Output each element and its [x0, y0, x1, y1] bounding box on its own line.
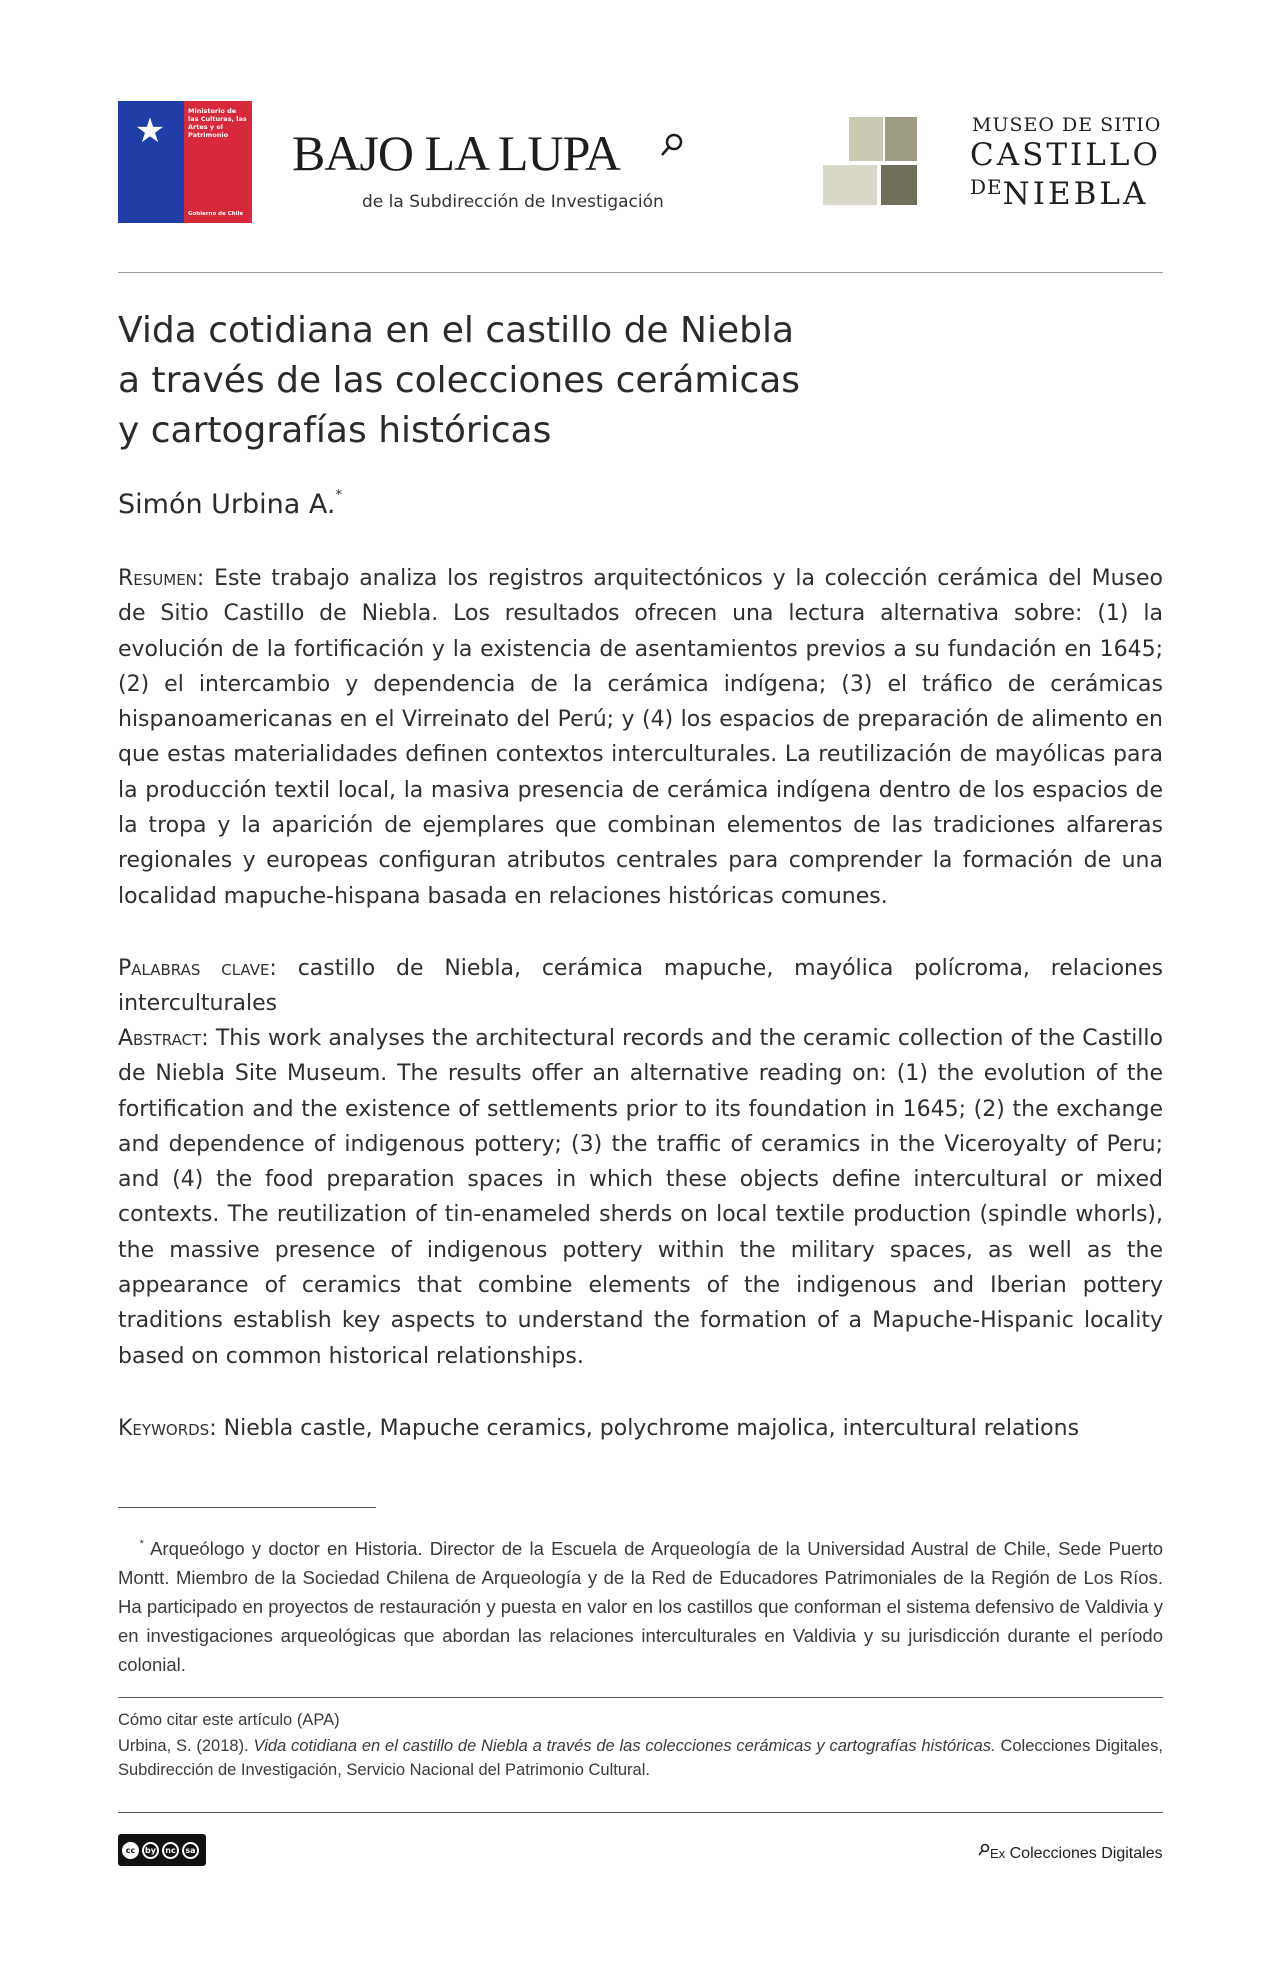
footer-divider [118, 1812, 1163, 1813]
citation-rest: Colecciones Digitales, Subdirección de Investigación, Servicio Nacional del Patrimonio Cultural. [118, 1737, 1164, 1779]
footnote-text: Arqueólogo y doctor en Historia. Director de la Escuela de Arqueología de la Universidad Austral de Chile, Sede Puerto Montt. Miembro de la Sociedad Chilena de Arqueología y de la Red de Educadores Patrimoniales de la Región de Los Ríos. Ha participado en proyectos de restauración y puesta en valor en los castillos que conforman el sistema defensivo de Valdivia y en investigaciones arqueológicas que abordan las relaciones interculturales en Valdivia y su jurisdicción durante el período colonial. [118, 1538, 1164, 1675]
lupa-subtitle-prefix: de la [362, 192, 404, 212]
citation-divider [118, 1697, 1163, 1698]
citation-heading: Cómo citar este artículo (APA) [118, 1711, 340, 1729]
magnifying-glass-icon [978, 1843, 990, 1857]
resumen-label: Resumen: [118, 566, 205, 591]
brand-text: Colecciones Digitales [1009, 1845, 1163, 1862]
title-line: a través de las colecciones cerámicas [118, 360, 801, 401]
resumen-paragraph [118, 561, 1163, 914]
museo-stone-blocks-logo [823, 117, 951, 207]
abstract-paragraph [118, 1021, 1163, 1374]
magnifying-glass-icon [660, 133, 684, 163]
palabras-clave-text: castillo de Niebla, cerámica mapuche, mayólica polícroma, relaciones interculturales [118, 956, 1163, 1017]
citation-body [118, 1734, 1163, 1782]
footnote-mark: * [139, 1538, 144, 1550]
footnote-divider [118, 1507, 376, 1508]
abstract-label: Abstract: [118, 1026, 209, 1051]
colecciones-digitales-brand [978, 1843, 1163, 1863]
resumen-text: Este trabajo analiza los registros arquitectónicos y la colección cerámica del Museo de Sitio Castillo de Niebla. Los resultados ofrecen una lectura alternativa sobre: (1) la evolución de la fortificación y la existencia de asentamientos previos a su fundación en 1645; (2) el intercambio y dependencia de la cerámica indígena; (3) el tráfico de cerámicas hispanoamericanas en el Virreinato del Perú; y (4) los espacios de preparación de alimento en que estas materialidades definen contextos interculturales. La reutilización de mayólicas para la producción textil local, la masiva presencia de cerámica indígena dentro de los espacios de la tropa y la aparición de ejemplares que combinan elementos de las tradiciones alfareras regionales y europeas configuran atributos centrales para comprender la formación de una localidad mapuche-hispana basada en relaciones históricas comunes. [118, 566, 1163, 909]
header-divider [118, 272, 1163, 273]
abstract-text: This work analyses the architectural records and the ceramic collection of the Castillo de Niebla Site Museum. The results offer an alternative reading on: (1) the evolution of the fortification and the existence of settlements prior to its foundation in 1645; (2) the exchange and dependence of indigenous pottery; (3) the traffic of ceramics in the Viceroyalty of Peru; and (4) the food preparation spaces in which these objects define intercultural or mixed contexts. The reutilization of tin-enameled sherds on local textile production (spindle whorls), the massive presence of indigenous pottery within the military spaces, as well as the appearance of ceramics that combine elements of the indigenous and Iberian pottery traditions establish key aspects to understand the formation of a Mapuche-Hispanic locality based on common historical relationships. [118, 1026, 1163, 1369]
cc-by-nc-sa-icon [118, 1834, 206, 1866]
article-title [118, 306, 878, 456]
author-footnote-mark: * [335, 488, 342, 503]
author-name: Simón Urbina A. [118, 489, 336, 520]
palabras-clave-paragraph [118, 951, 1163, 1022]
article-author [118, 488, 342, 520]
ministry-logo [118, 101, 252, 223]
bajo-la-lupa-title: BAJO LA LUPA [292, 125, 620, 181]
ministry-logo-subtext: Gobierno de Chile [188, 211, 244, 217]
museo-line-3-prefix: DE [970, 175, 1003, 199]
palabras-clave-label: Palabras clave: [118, 956, 277, 981]
by-mark-icon: by [142, 1842, 159, 1859]
keywords-text: Niebla castle, Mapuche ceramics, polychrome majolica, intercultural relations [223, 1416, 1080, 1441]
museo-line-3-main: NIEBLA [1002, 176, 1149, 212]
citation-title: Vida cotidiana en el castillo de Niebla a través de las colecciones cerámicas y cartografías históricas. [253, 1737, 996, 1755]
ministry-logo-text: Ministerio de las Culturas, las Artes y el Patrimonio [188, 107, 247, 139]
lupa-subtitle [362, 192, 664, 212]
museo-line-1: MUSEO DE SITIO [972, 114, 1162, 136]
keywords-label: Keywords: [118, 1416, 217, 1441]
museo-line-3 [970, 175, 1148, 212]
brand-prefix: Ex [990, 1846, 1006, 1861]
ministry-logo-blue-panel [118, 101, 184, 223]
sa-mark-icon: sa [182, 1842, 199, 1859]
ministry-logo-red-panel [184, 101, 252, 223]
title-line: Vida cotidiana en el castillo de Niebla [118, 310, 795, 351]
citation-author-year: Urbina, S. (2018). [118, 1737, 249, 1755]
title-line: y cartografías históricas [118, 410, 552, 451]
lupa-subtitle-main: Subdirección de Investigación [409, 192, 664, 212]
museo-line-2: CASTILLO [970, 137, 1161, 173]
chile-star-icon: ★ [134, 111, 166, 151]
author-footnote [118, 1530, 1163, 1679]
cc-mark-icon: cc [122, 1842, 139, 1859]
keywords-paragraph [118, 1411, 1163, 1446]
nc-mark-icon: nc [162, 1842, 179, 1859]
